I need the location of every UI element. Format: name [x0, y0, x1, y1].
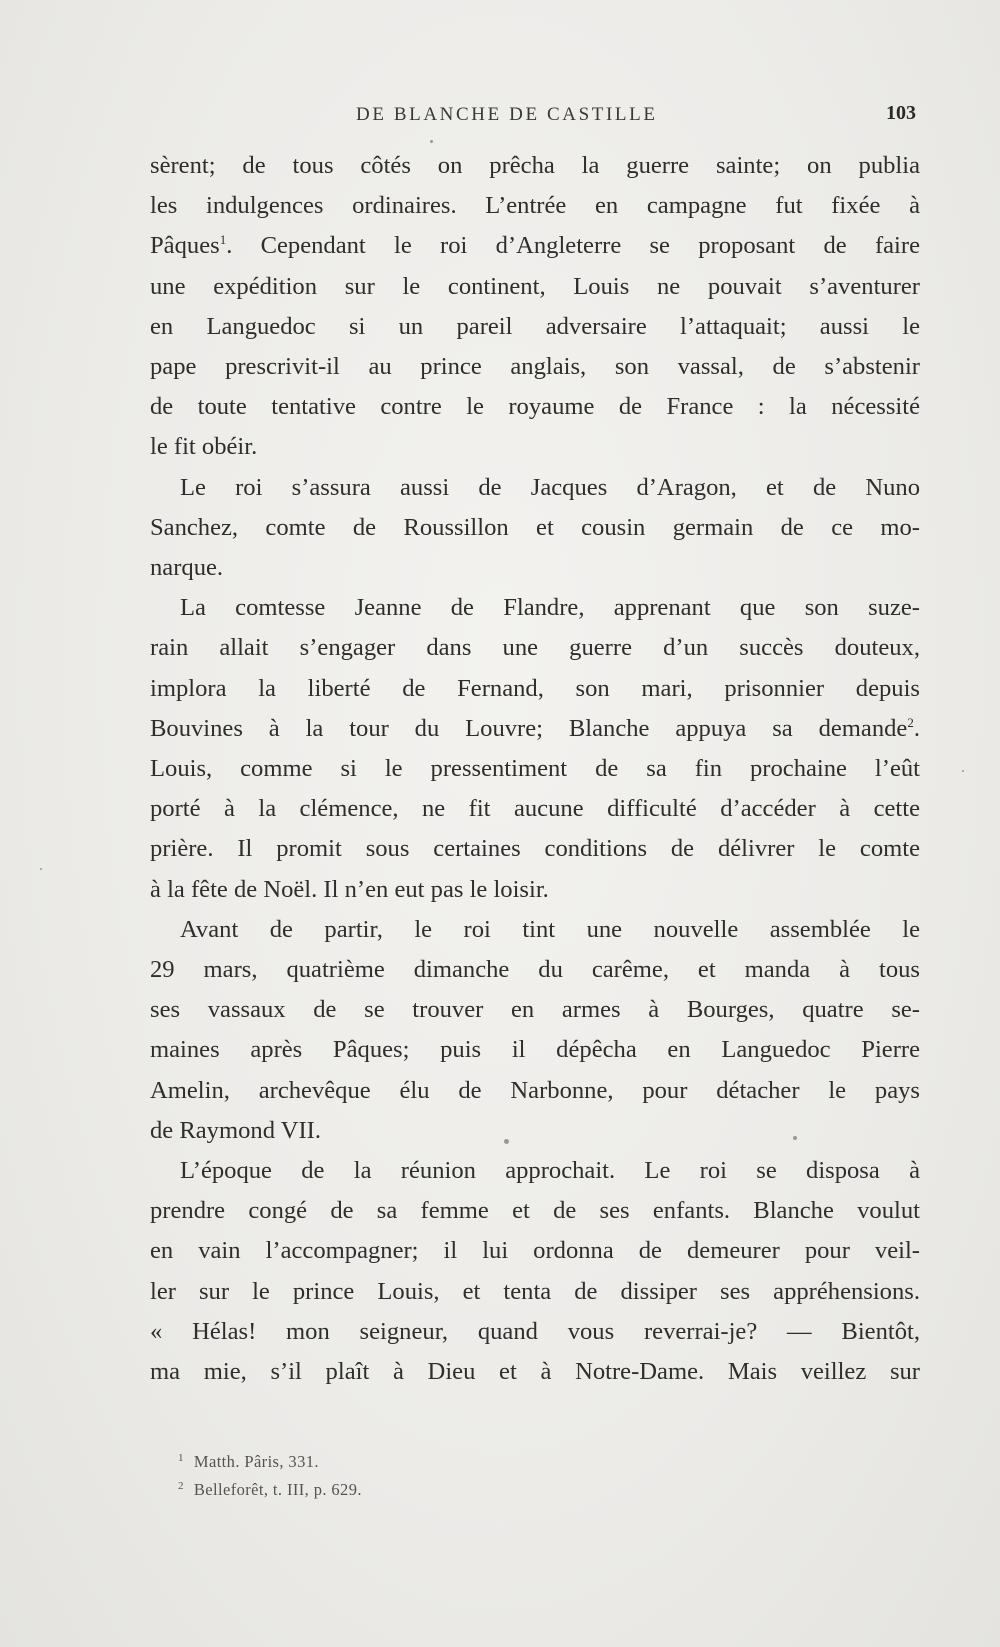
- text-line: en vain l’accompagner; il lui ordonna de demeurer pour veil-: [150, 1237, 920, 1265]
- footnotes: [178, 1446, 778, 1502]
- text-line: prendre congé de sa femme et de ses enfants. Blanche voulut: [150, 1197, 920, 1225]
- text-fragment: Bouvines à la tour du Louvre; Blanche appuya sa demande: [150, 714, 908, 742]
- text-line: de toute tentative contre le royaume de France : la nécessité: [150, 393, 920, 421]
- footnote-ref-2[interactable]: 2: [907, 714, 914, 730]
- page-number: 103: [886, 102, 916, 124]
- text-fragment: Pâques: [150, 232, 220, 260]
- footnote-ref-1[interactable]: 1: [219, 232, 227, 248]
- footnote-1: [178, 1446, 778, 1474]
- text-line: [150, 226, 920, 266]
- text-line: en Languedoc si un pareil adversaire l’attaquait; aussi le: [150, 312, 920, 340]
- text-line: Louis, comme si le pressentiment de sa fin prochaine l’eût: [150, 755, 920, 783]
- text-line: pape prescrivit-il au prince anglais, son vassal, de s’abstenir: [150, 353, 920, 381]
- text-line: Amelin, archevêque élu de Narbonne, pour détacher le pays: [150, 1076, 920, 1104]
- text-line: rain allait s’engager dans une guerre d’un succès douteux,: [150, 634, 920, 662]
- paragraph-1: [150, 146, 920, 468]
- text-line: ler sur le prince Louis, et tenta de dissiper ses appréhensions.: [150, 1277, 920, 1305]
- print-speck: [962, 770, 964, 772]
- print-speck: [793, 1136, 797, 1140]
- text-line: prière. Il promit sous certaines conditions de délivrer le comte: [150, 835, 920, 863]
- text-line: maines après Pâques; puis il dépêcha en Languedoc Pierre: [150, 1036, 920, 1064]
- text-line: L’époque de la réunion approchait. Le roi se disposa à: [180, 1157, 920, 1185]
- footnote-mark: 2: [178, 1480, 184, 1492]
- paragraph-3: [150, 588, 920, 910]
- text-line: ma mie, s’il plaît à Dieu et à Notre-Dame. Mais veillez sur: [150, 1358, 920, 1386]
- running-title: DE BLANCHE DE CASTILLE: [356, 104, 658, 125]
- paragraph-2: [150, 468, 920, 589]
- running-head: [148, 104, 920, 134]
- text-line: Sanchez, comte de Roussillon et cousin germain de ce mo-: [150, 513, 920, 541]
- footnote-mark: 1: [178, 1452, 184, 1464]
- footnote-text: Matth. Pâris, 331.: [193, 1452, 319, 1471]
- print-speck: [504, 1139, 509, 1144]
- text-line: une expédition sur le continent, Louis ne pouvait s’aventurer: [150, 272, 920, 300]
- paragraph-5: [150, 1151, 920, 1392]
- print-speck: [40, 868, 42, 870]
- text-line: implora la liberté de Fernand, son mari, prisonnier depuis: [150, 674, 920, 702]
- text-fragment: . Cependant le roi d’Angleterre se proposant de faire: [226, 232, 920, 260]
- text-line: narque.: [150, 554, 224, 582]
- text-line: le fit obéir.: [150, 433, 258, 461]
- text-line: La comtesse Jeanne de Flandre, apprenant que son suze-: [180, 594, 920, 622]
- footnote-text: Belleforêt, t. III, p. 629.: [193, 1480, 362, 1499]
- text-line: Le roi s’assura aussi de Jacques d’Aragon, et de Nuno: [180, 473, 920, 501]
- text-line: « Hélas! mon seigneur, quand vous reverrai-je? — Bientôt,: [150, 1317, 920, 1345]
- text-line: de Raymond VII.: [150, 1116, 321, 1144]
- text-line: 29 mars, quatrième dimanche du carême, et manda à tous: [150, 956, 920, 984]
- text-line: les indulgences ordinaires. L’entrée en campagne fut fixée à: [150, 192, 920, 220]
- text-line: à la fête de Noël. Il n’en eut pas le loisir.: [150, 875, 549, 903]
- text-line: Avant de partir, le roi tint une nouvelle assemblée le: [180, 915, 920, 943]
- text-line: ses vassaux de se trouver en armes à Bourges, quatre se-: [150, 996, 920, 1024]
- footnote-2: [178, 1474, 778, 1502]
- text-line: porté à la clémence, ne fit aucune difficulté d’accéder à cette: [150, 795, 920, 823]
- text-line: sèrent; de tous côtés on prêcha la guerre sainte; on publia: [150, 152, 920, 179]
- paragraph-4: [150, 910, 920, 1151]
- print-speck: [430, 140, 433, 143]
- body-text: [150, 146, 920, 1392]
- text-fragment: .: [913, 714, 920, 742]
- text-line: [150, 709, 920, 749]
